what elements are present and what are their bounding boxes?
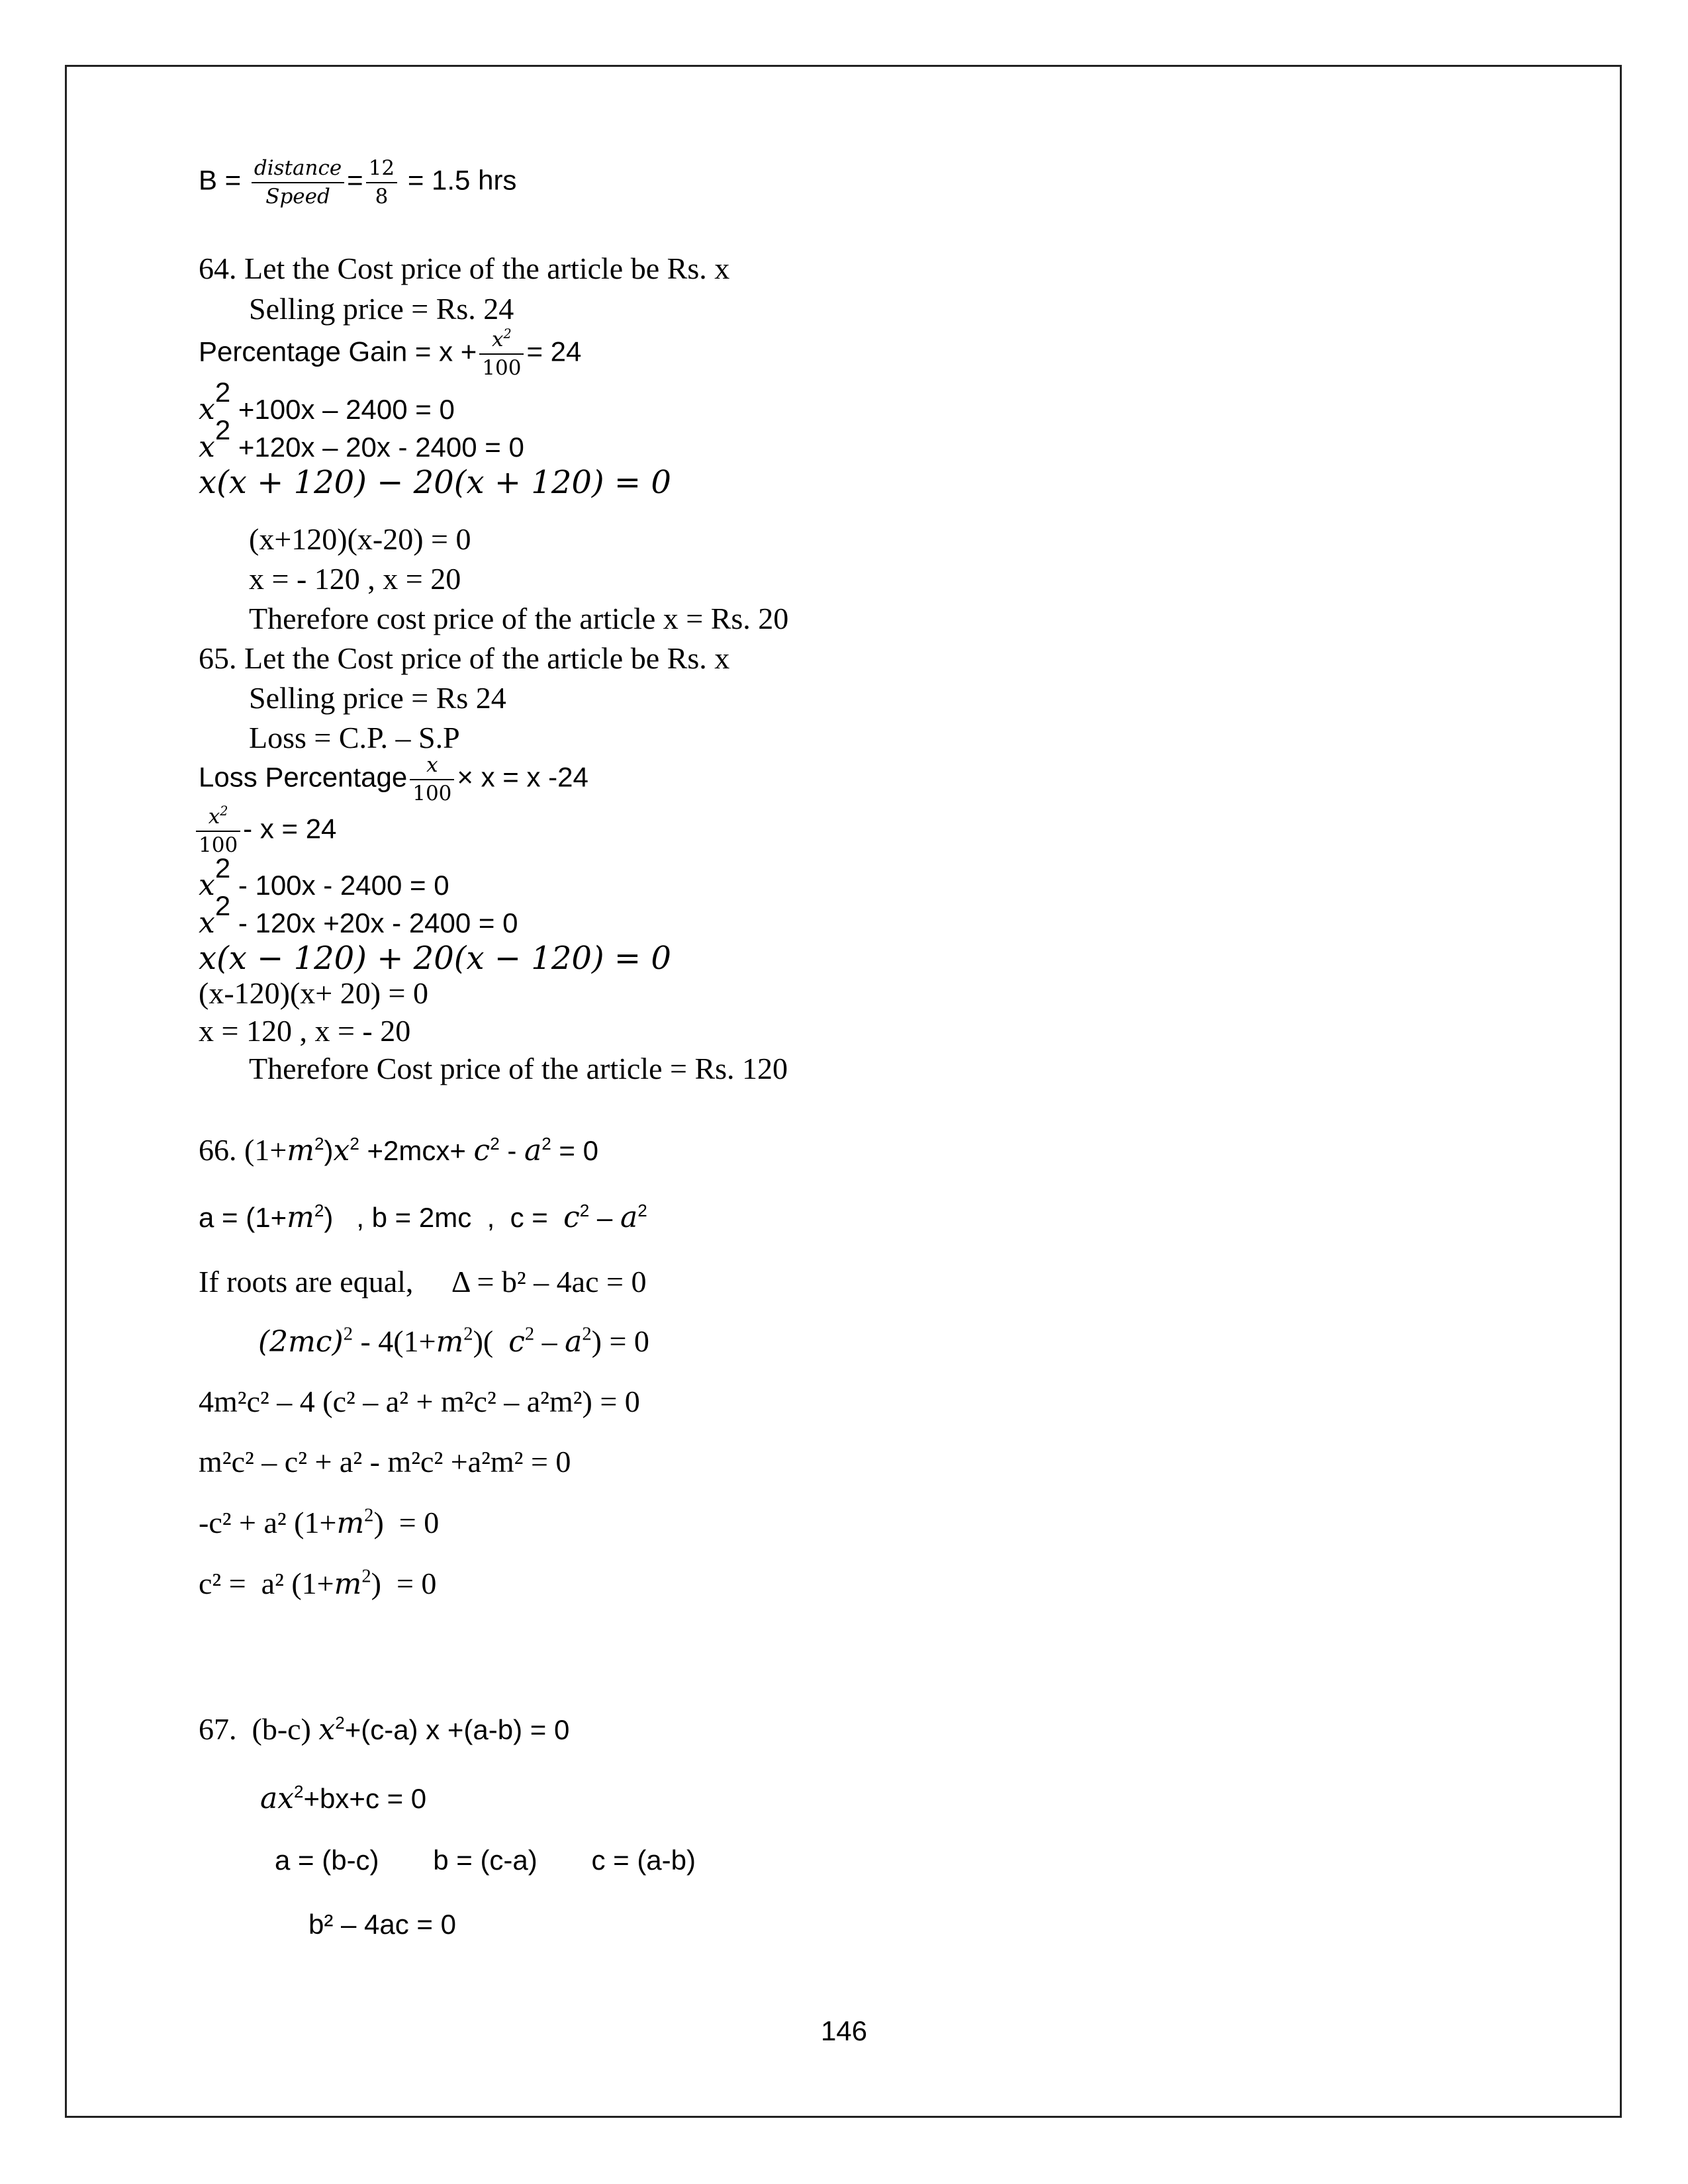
eq-part: –: [534, 1324, 565, 1358]
q65-eq1: [196, 803, 337, 857]
q65-eq3: $x^2 - 120x +20x - 2400 = 0$: [199, 890, 518, 940]
eq-sign: =: [347, 164, 363, 196]
eq-part: ) = 0: [371, 1567, 437, 1600]
q66-reduce: -c² + a² $(1+m^2) = 0$: [199, 1505, 440, 1540]
line-b-time: [199, 158, 516, 207]
eq-part: 66. (1+: [199, 1133, 287, 1167]
eq-part: c² = a² (1+: [199, 1567, 334, 1600]
frac-den: 100: [482, 355, 522, 380]
var-m: m: [336, 1506, 365, 1540]
q64-selling-price: Selling price = Rs. 24: [249, 292, 514, 326]
q67-equation: 67. (b-c) $x^2+(c-a)$ x +(a-b) = 0: [199, 1712, 570, 1747]
var-a: a: [565, 1325, 583, 1359]
var-c: c: [563, 1201, 580, 1234]
eq-part: -: [499, 1135, 525, 1166]
var-x: x: [199, 868, 215, 903]
eq-part: +2mcx+: [359, 1135, 474, 1166]
q65-answer: Therefore Cost price of the article = Rs. 120: [249, 1052, 788, 1085]
fraction-x2-100: [479, 326, 524, 380]
eq-part: - 4(1+: [352, 1324, 436, 1358]
eq-part: 67. (b-c): [199, 1712, 319, 1746]
frac-den: Speed: [265, 184, 330, 208]
var-m: m: [436, 1325, 464, 1359]
q65-loss-percentage: [199, 754, 588, 804]
var-m: m: [287, 1201, 314, 1234]
frac-num: distance: [252, 158, 344, 183]
var-c: c: [473, 1134, 491, 1167]
var-a: a: [620, 1201, 638, 1234]
eq-text: - 100x - 2400 = 0: [230, 870, 449, 901]
q64-factored: (x+120)(x-20) = 0: [249, 522, 471, 556]
q64-eq1: $x^2 +100x - 2400 = 0$: [199, 377, 455, 427]
var-x: x: [333, 1134, 350, 1167]
gain-label: Percentage Gain = x +: [199, 336, 477, 367]
eq-part: )(: [473, 1324, 509, 1358]
q66-simplify: m²c² – c² + a² - m²c² +a²m² = 0: [199, 1445, 571, 1479]
eq-text: +100x – 2400 = 0: [230, 394, 455, 426]
loss-label: Loss Percentage: [199, 761, 408, 793]
q67-discriminant: b² – 4ac = 0: [308, 1909, 456, 1940]
q64-answer: Therefore cost price of the article x = Rs. 20: [249, 602, 789, 635]
q65-roots: x = 120 , x = - 20: [199, 1014, 411, 1048]
frac-den: 100: [412, 781, 452, 805]
fraction-x-100: [410, 754, 454, 804]
gain-result: = 24: [526, 336, 582, 367]
frac-num: 12: [366, 158, 397, 183]
coef-part: a = (1+: [199, 1202, 287, 1233]
q64-eq2: $x^2 +120x - 20x - 2400 = 0$: [199, 414, 524, 465]
q64-heading: 64. Let the Cost price of the article be Rs. x: [199, 251, 730, 285]
q66-result: c² = a² $(1+m^2) = 0$: [199, 1566, 437, 1601]
var-x: x: [199, 430, 215, 465]
q67-standard-form: $ax^2+bx+c = 0$: [260, 1781, 427, 1815]
q66-equation: 66. $(1+m^2)x^2 +2mcx+ c^2 - a^2 = 0$: [199, 1133, 598, 1167]
q64-eq3: x(x + 120) − 20(x + 120) = 0: [199, 464, 671, 501]
q65-heading: 65. Let the Cost price of the article be Rs. x: [199, 641, 730, 675]
q65-eq4: x(x − 120) + 20(x − 120) = 0: [199, 940, 671, 977]
q66-condition: If roots are equal, Δ = b² – 4ac = 0: [199, 1265, 647, 1298]
q67-coefficients: a = (b-c) b = (c-a) c = (a-b): [275, 1844, 696, 1876]
frac-num-var: x: [208, 805, 220, 829]
coef-part: –: [589, 1202, 620, 1233]
q66-coefficients: $a = (1+m^2)$ , b = 2mc , $c = c^2 - a^2$: [199, 1200, 647, 1234]
q65-selling-price: Selling price = Rs 24: [249, 681, 506, 715]
eq-part: ): [324, 1135, 334, 1166]
frac-num-var: x: [492, 328, 504, 351]
label-b: B =: [199, 164, 242, 196]
q64-percentage-gain: [199, 326, 582, 380]
var-x: x: [199, 392, 215, 427]
frac-num: x: [410, 754, 454, 780]
eq-part: +(c-a) x +(a-b) = 0: [344, 1714, 570, 1745]
eq-text: +120x – 20x - 2400 = 0: [230, 432, 524, 463]
coef-part: ) , b = 2mc , c =: [324, 1202, 564, 1233]
q66-expand: 4m²c² – 4 (c² – a² + m²c² – a²m²) = 0: [199, 1385, 640, 1418]
fraction-x2-100: [196, 803, 240, 857]
eq-part: -c² + a² (1+: [199, 1506, 337, 1539]
eq-part: ) = 0: [591, 1324, 649, 1358]
q65-factored: (x-120)(x+ 20) = 0: [199, 976, 428, 1010]
loss-eq: × x = x -24: [457, 761, 588, 793]
frac-den: 100: [199, 833, 238, 857]
var-m: m: [287, 1134, 314, 1167]
frac-num: $x^2$: [196, 806, 240, 832]
eq-text: - 120x +20x - 2400 = 0: [230, 907, 518, 939]
var-m: m: [334, 1567, 362, 1601]
q66-discriminant: $(2mc)^2 - 4(1+m^2)$( $c^2 - a^2) = 0$: [258, 1324, 649, 1359]
fraction-12-8: [366, 158, 397, 207]
page-number: 146: [820, 2015, 868, 2046]
term-2mc: (2mc): [258, 1325, 344, 1359]
eq-part: +bx+c = 0: [303, 1783, 427, 1814]
var-x: x: [199, 906, 215, 940]
frac-num: $x^2$: [479, 329, 524, 355]
eq-text: - x = 24: [243, 813, 337, 844]
frac-den: 8: [375, 184, 389, 208]
q65-loss: Loss = C.P. – S.P: [249, 721, 460, 754]
term-ax: ax: [260, 1782, 295, 1815]
eq-part: = 0: [551, 1135, 598, 1166]
q65-eq2: $x^2 - 100x - 2400 = 0$: [199, 852, 449, 903]
var-a: a: [524, 1134, 542, 1167]
fraction-distance-speed: [252, 158, 344, 207]
var-c: c: [508, 1325, 525, 1359]
var-x: x: [318, 1713, 336, 1747]
result-text: = 1.5 hrs: [407, 164, 517, 196]
eq-part: ) = 0: [373, 1506, 440, 1539]
q64-roots: x = - 120 , x = 20: [249, 562, 461, 596]
